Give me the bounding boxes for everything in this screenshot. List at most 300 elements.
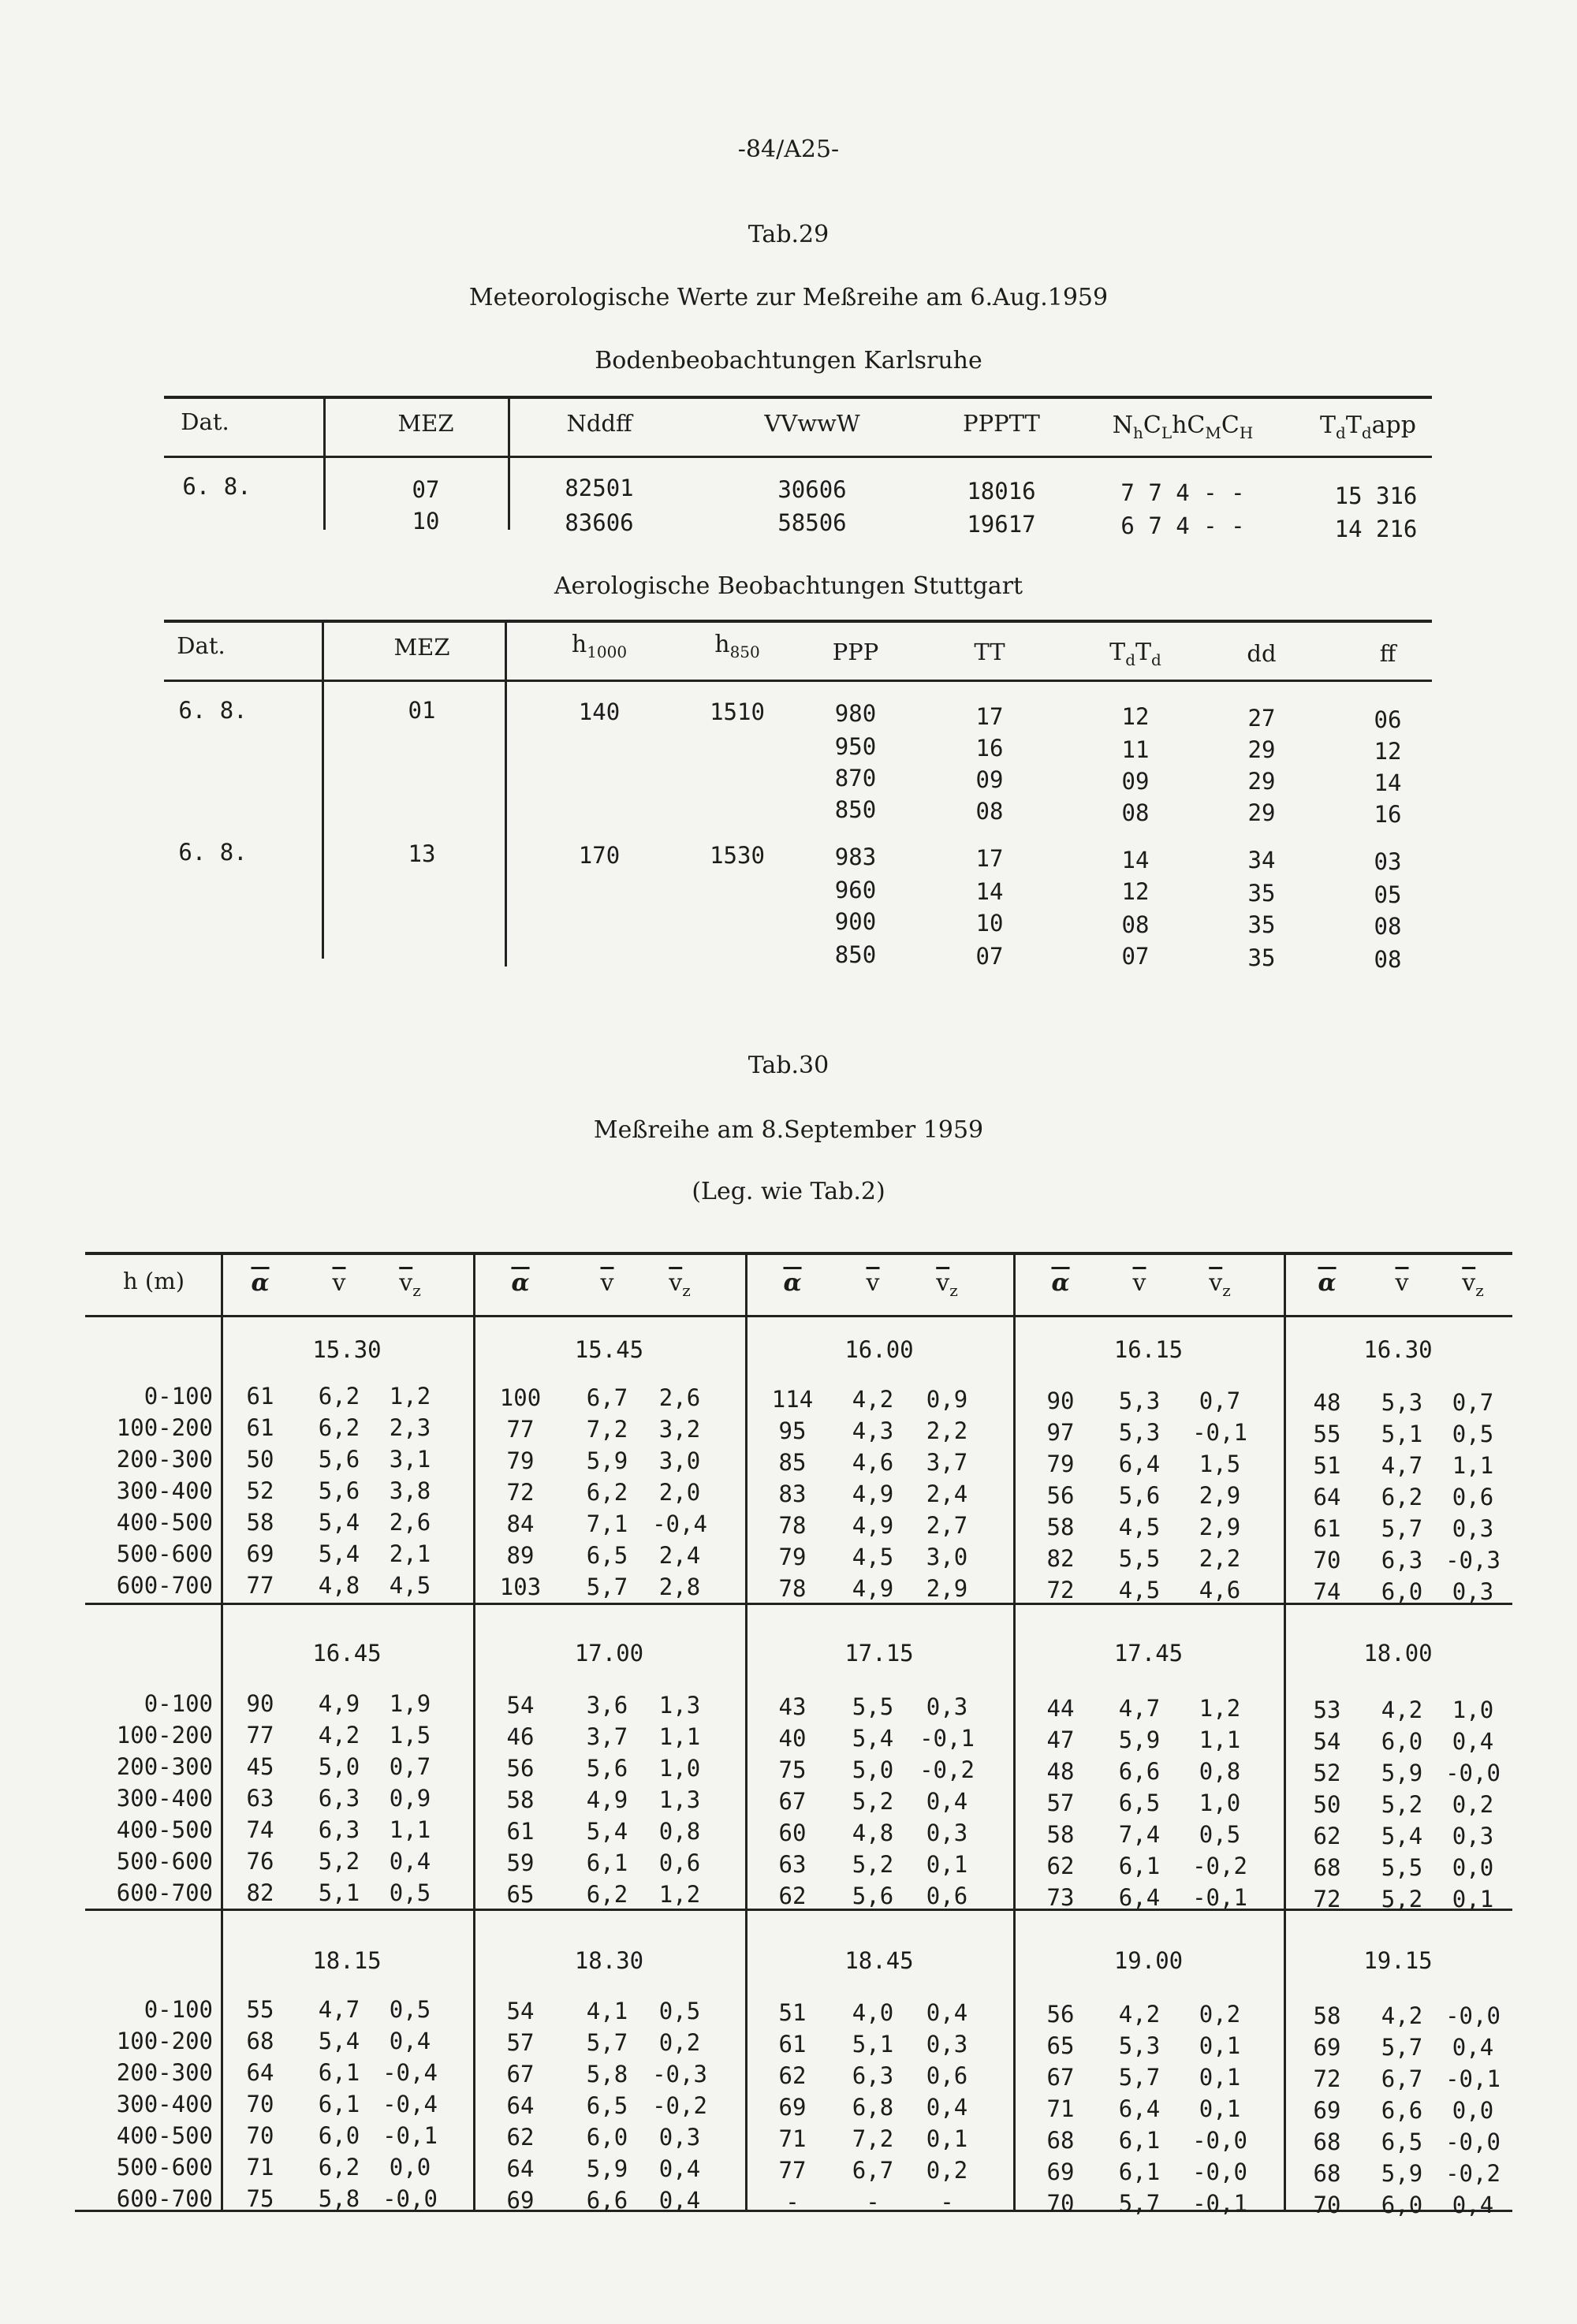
tab30-band2-col4-row6-v: 6,1 [1118, 1853, 1161, 1879]
tab30-band3-col2-row4-alpha: 64 [506, 2092, 535, 2119]
tab30-band3-col3-row3-v: 6,3 [852, 2062, 894, 2089]
tab30-band3-col4-row2-vz: 0,1 [1199, 2032, 1241, 2059]
tab30-band2-height-5: 400-500 [116, 1816, 213, 1843]
boden-r1-ppptt: 18016 [967, 478, 1036, 505]
tab30-band2-col5-row3-alpha: 52 [1313, 1760, 1341, 1786]
tab30-band3-col5-row5-v: 6,5 [1381, 2128, 1423, 2155]
aero-header-ff: ff [1379, 640, 1396, 667]
tab30-band2-time-1: 16.45 [312, 1640, 382, 1667]
tab30-band3-col1-row7-vz: -0,0 [382, 2185, 438, 2212]
tab30-band2-col2-row3-v: 5,6 [586, 1755, 628, 1782]
tab30-band2-col3-row6-vz: 0,1 [926, 1851, 968, 1878]
tab30-band3-time-5: 19.15 [1363, 1947, 1433, 1974]
tab30-band3-col4-row5-vz: -0,0 [1192, 2127, 1247, 2154]
tab30-band3-col5-row7-alpha: 70 [1313, 2192, 1341, 2218]
tab30-band1-time-3: 16.00 [844, 1336, 914, 1363]
tab30-band1-col4-row6-vz: 2,2 [1199, 1545, 1241, 1572]
tab30-band3-col3-row7-vz: - [940, 2188, 954, 2215]
tab30-band3-col4-row5-v: 6,1 [1118, 2127, 1161, 2154]
tab30-band3-col3-row4-alpha: 69 [778, 2094, 807, 2121]
tab30-divider-5 [1284, 1252, 1286, 2210]
tab30-band2-col3-row1-v: 5,5 [852, 1693, 894, 1720]
tab30-band2-col2-row2-alpha: 46 [506, 1723, 535, 1750]
tab30-band2-col1-row7-v: 5,1 [318, 1879, 360, 1906]
aero-b2-l1-tt: 17 [975, 845, 1004, 872]
aero-b2-l4-dd: 35 [1247, 944, 1276, 971]
tab30-band1-col4-row7-vz: 4,6 [1199, 1577, 1241, 1603]
tab30-band1-col1-row6-v: 5,4 [318, 1540, 360, 1567]
aero-b2-l1-ff: 03 [1374, 848, 1402, 875]
aero-header-mez: MEZ [393, 634, 450, 661]
tab30-band3-col3-row3-alpha: 62 [778, 2062, 807, 2089]
tab30-band1-col5-row1-alpha: 48 [1313, 1389, 1341, 1416]
tab30-band3-col3-row1-vz: 0,4 [926, 1999, 968, 2026]
tab30-band3-height-6: 500-600 [116, 2154, 213, 2181]
tab30-band1-col1-row2-vz: 2,3 [389, 1414, 431, 1441]
tab30-band1-col5-row3-vz: 1,1 [1452, 1452, 1494, 1479]
tab30-band2-col3-row2-v: 5,4 [852, 1725, 894, 1752]
aero-b1-l2-ff: 12 [1374, 738, 1402, 765]
tab30-band1-col3-row3-v: 4,6 [852, 1449, 894, 1476]
aero-subtitle: Aerologische Beobachtungen Stuttgart [554, 572, 1023, 600]
tab30-band3-time-3: 18.45 [844, 1947, 914, 1974]
aero-b1-h1000: 140 [578, 698, 621, 725]
tab30-band3-col5-row3-v: 6,7 [1381, 2065, 1423, 2092]
tab30-band1-col4-row2-alpha: 97 [1046, 1419, 1075, 1446]
boden-divider-2 [508, 396, 510, 530]
boden-r1-vvwww: 30606 [777, 476, 847, 503]
tab30-band3-col4-row6-v: 6,1 [1118, 2158, 1161, 2185]
tab30-band1-col4-row3-vz: 1,5 [1199, 1451, 1241, 1477]
tab30-band2-col2-row4-vz: 1,3 [658, 1786, 701, 1813]
tab30-band2-col2-row4-alpha: 58 [506, 1786, 535, 1813]
tab30-band2-col1-row1-v: 4,9 [318, 1690, 360, 1717]
tab30-band1-col2-row4-vz: 2,0 [658, 1479, 701, 1506]
tab30-band1-col3-row3-alpha: 85 [778, 1449, 807, 1476]
tab30-band1-col2-row4-v: 6,2 [586, 1479, 628, 1506]
tab30-band1-col1-row2-alpha: 61 [246, 1414, 274, 1441]
tab30-band1-col5-row7-alpha: 74 [1313, 1578, 1341, 1605]
tab30-band2-col5-row6-vz: 0,0 [1452, 1854, 1494, 1881]
aero-b1-l2-ppp: 950 [834, 733, 877, 760]
aero-top-rule [164, 620, 1432, 623]
tab30-band1-col2-row3-alpha: 79 [506, 1447, 535, 1474]
tab30-band2-col3-row6-alpha: 63 [778, 1851, 807, 1878]
tab30-band2-col5-row5-vz: 0,3 [1452, 1823, 1494, 1849]
tab30-band3-col4-row1-vz: 0,2 [1199, 2001, 1241, 2028]
tab30-band3-col5-row4-vz: 0,0 [1452, 2097, 1494, 2124]
aero-b1-l3-ppp: 870 [834, 765, 877, 791]
tab30-band3-col2-row3-alpha: 67 [506, 2061, 535, 2088]
tab30-band1-col4-row2-vz: -0,1 [1192, 1419, 1247, 1446]
tab30-band3-col3-row3-vz: 0,6 [926, 2062, 968, 2089]
tab30-band3-col4-row7-v: 5,7 [1118, 2190, 1161, 2217]
tab30-title: Meßreihe am 8.September 1959 [593, 1116, 984, 1144]
tab30-band1-time-4: 16.15 [1113, 1336, 1184, 1363]
tab30-band3-col2-row5-alpha: 62 [506, 2124, 535, 2151]
tab30-col2-alpha-header: $\overline{\alpha}$ [511, 1269, 530, 1297]
tab30-band3-col1-row3-v: 6,1 [318, 2059, 360, 2086]
tab30-band2-col4-row2-v: 5,9 [1118, 1726, 1161, 1753]
tab30-band1-height-2: 100-200 [116, 1414, 213, 1441]
tab30-band2-col5-row3-vz: -0,0 [1445, 1760, 1501, 1786]
tab30-band1-col2-row2-alpha: 77 [506, 1416, 535, 1443]
tab30-band3-col3-row2-vz: 0,3 [926, 2031, 968, 2058]
tab30-band2-col4-row1-alpha: 44 [1046, 1695, 1075, 1722]
tab30-band3-col5-row5-alpha: 68 [1313, 2128, 1341, 2155]
tab30-band2-col2-row5-vz: 0,8 [658, 1818, 701, 1845]
tab30-band3-col1-row2-vz: 0,4 [389, 2028, 431, 2054]
tab30-label: Tab.30 [747, 1052, 830, 1079]
aero-b2-mez: 13 [408, 840, 436, 867]
aero-b2-l4-tt: 07 [975, 943, 1004, 970]
tab30-band1-col5-row1-v: 5,3 [1381, 1389, 1423, 1416]
tab30-legend: (Leg. wie Tab.2) [692, 1178, 885, 1205]
tab30-band3-time-4: 19.00 [1113, 1947, 1184, 1974]
tab30-band2-col2-row1-vz: 1,3 [658, 1692, 701, 1719]
tab30-band3-col1-row4-alpha: 70 [246, 2091, 274, 2117]
tab30-band3-col1-row6-alpha: 71 [246, 2154, 274, 2181]
tab30-band2-col2-row1-alpha: 54 [506, 1692, 535, 1719]
boden-r1-mez: 07 [412, 476, 440, 503]
tab30-band2-col3-row1-vz: 0,3 [926, 1693, 968, 1720]
tab30-band3-col2-row4-vz: -0,2 [652, 2092, 707, 2119]
aero-b1-l2-tdtd: 11 [1121, 736, 1150, 763]
tab30-band3-col2-row1-alpha: 54 [506, 1998, 535, 2024]
tab30-band1-col3-row2-alpha: 95 [778, 1417, 807, 1444]
boden-r2-nddff: 83606 [565, 509, 634, 536]
aero-b2-h850: 1530 [710, 842, 765, 869]
tab30-band1-col5-row6-alpha: 70 [1313, 1547, 1341, 1574]
tab30-band3-col4-row7-alpha: 70 [1046, 2190, 1075, 2217]
tab30-band1-col1-row5-vz: 2,6 [389, 1509, 431, 1536]
tab30-band3-height-7: 600-700 [116, 2185, 213, 2212]
tab30-band2-col5-row1-vz: 1,0 [1452, 1696, 1494, 1723]
aero-b1-l1-tdtd: 12 [1121, 703, 1150, 730]
tab30-band3-col3-row5-vz: 0,1 [926, 2125, 968, 2152]
tab30-band1-col1-row2-v: 6,2 [318, 1414, 360, 1441]
tab30-band2-col5-row3-v: 5,9 [1381, 1760, 1423, 1786]
boden-header-mez: MEZ [397, 410, 454, 437]
tab30-band1-time-5: 16.30 [1363, 1336, 1433, 1363]
tab30-band3-col2-row2-vz: 0,2 [658, 2029, 701, 2056]
tab30-band2-col3-row7-alpha: 62 [778, 1883, 807, 1909]
tab30-band2-col4-row2-vz: 1,1 [1199, 1726, 1241, 1753]
aero-b1-mez: 01 [408, 697, 436, 724]
tab30-band2-col3-row7-v: 5,6 [852, 1883, 894, 1909]
aero-b1-dat: 6. 8. [178, 697, 248, 724]
tab30-band2-col1-row5-vz: 1,1 [389, 1816, 431, 1843]
tab30-band2-col1-row7-vz: 0,5 [389, 1879, 431, 1906]
tab30-band2-col5-row5-v: 5,4 [1381, 1823, 1423, 1849]
aero-b2-l2-tt: 14 [975, 878, 1004, 905]
aero-b2-l1-tdtd: 14 [1121, 847, 1150, 873]
tab30-band2-col4-row7-alpha: 73 [1046, 1884, 1075, 1911]
tab30-band1-col2-row7-alpha: 103 [499, 1574, 542, 1600]
tab30-band1-col1-row3-alpha: 50 [246, 1446, 274, 1473]
tab30-band3-col4-row5-alpha: 68 [1046, 2127, 1075, 2154]
aero-b1-l3-dd: 29 [1247, 768, 1276, 795]
aero-header-dd: dd [1247, 640, 1277, 667]
aero-b2-l2-ppp: 960 [834, 877, 877, 903]
tab30-band1-col3-row1-vz: 0,9 [926, 1386, 968, 1413]
tab30-band2-col3-row5-vz: 0,3 [926, 1819, 968, 1846]
tab30-col4-vz-header: $\overline{v}_z$ [1209, 1269, 1231, 1300]
tab30-band1-col2-row3-vz: 3,0 [658, 1447, 701, 1474]
boden-header-dat: Dat. [181, 408, 229, 435]
tab30-band2-col3-row7-vz: 0,6 [926, 1883, 968, 1909]
tab30-band2-col2-row6-vz: 0,6 [658, 1849, 701, 1876]
tab30-band3-col2-row5-vz: 0,3 [658, 2124, 701, 2151]
tab30-band2-col3-row2-alpha: 40 [778, 1725, 807, 1752]
tab30-band1-height-5: 400-500 [116, 1509, 213, 1536]
tab30-band2-col5-row7-v: 5,2 [1381, 1886, 1423, 1912]
tab30-col3-v-header: $\overline{v}$ [866, 1269, 880, 1297]
tab30-band1-col4-row3-alpha: 79 [1046, 1451, 1075, 1477]
tab30-band1-col4-row7-alpha: 72 [1046, 1577, 1075, 1603]
tab30-band2-col2-row5-alpha: 61 [506, 1818, 535, 1845]
tab30-band2-col4-row1-v: 4,7 [1118, 1695, 1161, 1722]
tab30-band1-height-7: 600-700 [116, 1572, 213, 1599]
tab30-band2-col2-row2-vz: 1,1 [658, 1723, 701, 1750]
tab30-band2-col5-row5-alpha: 62 [1313, 1823, 1341, 1849]
tab30-band2-col1-row3-vz: 0,7 [389, 1753, 431, 1780]
tab30-band1-col5-row6-v: 6,3 [1381, 1547, 1423, 1574]
aero-b1-l1-dd: 27 [1247, 705, 1276, 732]
tab30-band1-col4-row2-v: 5,3 [1118, 1419, 1161, 1446]
tab30-band3-col1-row1-alpha: 55 [246, 1996, 274, 2023]
tab30-band2-col3-row1-alpha: 43 [778, 1693, 807, 1720]
tab30-band2-height-1: 0-100 [144, 1690, 213, 1717]
tab30-band2-col5-row2-vz: 0,4 [1452, 1728, 1494, 1755]
aero-divider-2 [505, 620, 507, 966]
tab30-band1-col2-row5-alpha: 84 [506, 1510, 535, 1537]
tab30-band3-col4-row1-v: 4,2 [1118, 2001, 1161, 2028]
tab30-band2-col3-row5-alpha: 60 [778, 1819, 807, 1846]
aero-b1-l4-ppp: 850 [834, 796, 877, 823]
aero-b2-l1-ppp: 983 [834, 844, 877, 870]
tab30-band1-col3-row7-v: 4,9 [852, 1575, 894, 1602]
tab30-band2-col1-row7-alpha: 82 [246, 1879, 274, 1906]
aero-header-dat: Dat. [177, 632, 226, 659]
tab30-header-height: h (m) [122, 1268, 185, 1294]
tab30-band3-col2-row1-v: 4,1 [586, 1998, 628, 2024]
tab30-band3-col1-row2-v: 5,4 [318, 2028, 360, 2054]
tab30-band3-col2-row6-v: 5,9 [586, 2155, 628, 2182]
tab30-band2-col4-row5-vz: 0,5 [1199, 1821, 1241, 1848]
tab30-band2-col5-row4-alpha: 50 [1313, 1791, 1341, 1818]
tab30-band1-col2-row2-v: 7,2 [586, 1416, 628, 1443]
tab30-band3-col4-row7-vz: -0,1 [1192, 2190, 1247, 2217]
tab30-band2-col4-row6-alpha: 62 [1046, 1853, 1075, 1879]
tab30-band1-col3-row2-v: 4,3 [852, 1417, 894, 1444]
tab30-col2-v-header: $\overline{v}$ [600, 1269, 614, 1297]
tab30-band3-col2-row7-vz: 0,4 [658, 2187, 701, 2214]
tab30-band3-col5-row7-v: 6,0 [1381, 2192, 1423, 2218]
tab30-band1-height-6: 500-600 [116, 1540, 213, 1567]
aero-b2-l3-dd: 35 [1247, 911, 1276, 938]
tab30-band1-col3-row5-v: 4,9 [852, 1512, 894, 1539]
tab30-band3-col5-row1-alpha: 58 [1313, 2002, 1341, 2029]
tab30-band1-col3-row7-vz: 2,9 [926, 1575, 968, 1602]
tab30-band1-col1-row1-alpha: 61 [246, 1383, 274, 1410]
tab30-band3-col1-row1-v: 4,7 [318, 1996, 360, 2023]
aero-header-tt: TT [974, 639, 1005, 665]
tab30-band1-time-1: 15.30 [312, 1336, 382, 1363]
aero-b2-l3-ppp: 900 [834, 908, 877, 935]
tab30-band3-col2-row3-v: 5,8 [586, 2061, 628, 2088]
tab30-band1-col5-row2-v: 5,1 [1381, 1421, 1423, 1447]
tab30-band3-col3-row6-vz: 0,2 [926, 2157, 968, 2184]
tab30-band1-col1-row6-vz: 2,1 [389, 1540, 431, 1567]
aero-b2-l2-dd: 35 [1247, 880, 1276, 907]
boden-header-ppptt: PPPTT [963, 410, 1040, 437]
tab30-band3-col2-row6-alpha: 64 [506, 2155, 535, 2182]
tab30-band1-col5-row2-alpha: 55 [1313, 1421, 1341, 1447]
tab30-band2-col5-row6-alpha: 68 [1313, 1854, 1341, 1881]
tab30-band3-col4-row6-alpha: 69 [1046, 2158, 1075, 2185]
boden-r1-td: 15 316 [1334, 482, 1418, 509]
tab30-band2-height-7: 600-700 [116, 1879, 213, 1906]
boden-subtitle: Bodenbeobachtungen Karlsruhe [595, 347, 982, 374]
tab30-band2-col4-row7-v: 6,4 [1118, 1884, 1161, 1911]
page-number: -84/A25- [737, 136, 840, 163]
tab30-band1-col1-row1-v: 6,2 [318, 1383, 360, 1410]
tab30-band1-col3-row2-vz: 2,2 [926, 1417, 968, 1444]
tab30-band2-col2-row3-vz: 1,0 [658, 1755, 701, 1782]
tab30-band1-height-3: 200-300 [116, 1446, 213, 1473]
tab30-header-rule [85, 1315, 1512, 1317]
tab30-col3-vz-header: $\overline{v}_z$ [936, 1269, 958, 1300]
tab30-band3-col4-row3-alpha: 67 [1046, 2064, 1075, 2091]
tab30-band2-col2-row7-v: 6,2 [586, 1881, 628, 1908]
boden-header-rule [164, 456, 1432, 458]
tab30-band3-col4-row2-v: 5,3 [1118, 2032, 1161, 2059]
boden-header-vvwww: VVwwW [764, 410, 860, 437]
tab30-band2-col5-row7-vz: 0,1 [1452, 1886, 1494, 1912]
tab30-band3-time-2: 18.30 [574, 1947, 644, 1974]
boden-header-clouds: $N_hC_LhC_MC_H$ [1112, 412, 1254, 442]
tab30-band1-col4-row1-vz: 0,7 [1199, 1387, 1241, 1414]
aero-b1-h850: 1510 [710, 698, 765, 725]
tab30-band3-height-2: 100-200 [116, 2028, 213, 2054]
boden-r2-ppptt: 19617 [967, 511, 1036, 538]
tab30-band2-col4-row4-v: 6,5 [1118, 1790, 1161, 1816]
tab30-band1-col3-row5-vz: 2,7 [926, 1512, 968, 1539]
boden-header-td: $T_dT_dapp$ [1320, 412, 1416, 442]
tab30-band2-col1-row3-alpha: 45 [246, 1753, 274, 1780]
tab30-band1-col3-row5-alpha: 78 [778, 1512, 807, 1539]
tab30-band3-col3-row1-v: 4,0 [852, 1999, 894, 2026]
tab30-band3-col1-row3-alpha: 64 [246, 2059, 274, 2086]
tab30-band2-col3-row4-v: 5,2 [852, 1788, 894, 1815]
aero-b2-l3-tdtd: 08 [1121, 911, 1150, 938]
tab30-band3-col2-row2-v: 5,7 [586, 2029, 628, 2056]
tab30-band2-col4-row5-alpha: 58 [1046, 1821, 1075, 1848]
tab30-col1-v-header: $\overline{v}$ [332, 1269, 346, 1297]
tab30-band3-col4-row4-v: 6,4 [1118, 2095, 1161, 2122]
tab30-divider-4 [1013, 1252, 1016, 2210]
aero-divider-1 [322, 620, 324, 959]
tab30-band3-col2-row4-v: 6,5 [586, 2092, 628, 2119]
tab30-band2-col1-row1-vz: 1,9 [389, 1690, 431, 1717]
tab30-band2-col4-row2-alpha: 47 [1046, 1726, 1075, 1753]
tab30-band3-col3-row7-alpha: - [785, 2188, 800, 2215]
tab30-band2-time-2: 17.00 [574, 1640, 644, 1667]
aero-b2-l3-ff: 08 [1374, 913, 1402, 940]
tab30-band1-col2-row7-vz: 2,8 [658, 1574, 701, 1600]
aero-b2-l4-ff: 08 [1374, 946, 1402, 973]
tab30-band3-height-4: 300-400 [116, 2091, 213, 2117]
tab30-band3-col1-row5-vz: -0,1 [382, 2122, 438, 2149]
tab30-band3-col1-row2-alpha: 68 [246, 2028, 274, 2054]
tab30-band1-col2-row5-vz: -0,4 [652, 1510, 707, 1537]
tab30-band2-height-4: 300-400 [116, 1785, 213, 1812]
tab30-band1-col2-row4-alpha: 72 [506, 1479, 535, 1506]
aero-b1-l3-tt: 09 [975, 766, 1004, 793]
tab30-band3-col5-row1-vz: -0,0 [1445, 2002, 1501, 2029]
aero-b1-l2-tt: 16 [975, 735, 1004, 762]
boden-r2-clouds: 6 7 4 - - [1120, 512, 1245, 539]
tab30-band3-col5-row6-vz: -0,2 [1445, 2160, 1501, 2187]
tab30-band1-height-1: 0-100 [144, 1383, 213, 1410]
tab30-band1-col5-row6-vz: -0,3 [1445, 1547, 1501, 1574]
tab30-band1-col2-row6-v: 6,5 [586, 1542, 628, 1569]
tab30-band2-col2-row2-v: 3,7 [586, 1723, 628, 1750]
tab30-band3-col5-row1-v: 4,2 [1381, 2002, 1423, 2029]
tab30-band1-col5-row4-vz: 0,6 [1452, 1484, 1494, 1510]
tab30-band1-col4-row3-v: 6,4 [1118, 1451, 1161, 1477]
tab30-band2-col4-row4-alpha: 57 [1046, 1790, 1075, 1816]
tab30-band1-col2-row6-alpha: 89 [506, 1542, 535, 1569]
tab30-band3-col5-row2-vz: 0,4 [1452, 2034, 1494, 2061]
tab30-band2-height-3: 200-300 [116, 1753, 213, 1780]
tab30-band2-col1-row5-alpha: 74 [246, 1816, 274, 1843]
tab30-band3-col3-row1-alpha: 51 [778, 1999, 807, 2026]
tab30-band3-col5-row2-alpha: 69 [1313, 2034, 1341, 2061]
tab30-band2-col4-row3-vz: 0,8 [1199, 1758, 1241, 1785]
tab30-band2-col5-row2-alpha: 54 [1313, 1728, 1341, 1755]
tab30-band2-col4-row3-alpha: 48 [1046, 1758, 1075, 1785]
tab30-band1-col4-row7-v: 4,5 [1118, 1577, 1161, 1603]
aero-b2-l3-tt: 10 [975, 910, 1004, 937]
tab30-band1-col3-row6-alpha: 79 [778, 1544, 807, 1570]
tab30-band3-col3-row4-vz: 0,4 [926, 2094, 968, 2121]
tab30-band1-col3-row1-alpha: 114 [771, 1386, 814, 1413]
tab30-band1-col3-row7-alpha: 78 [778, 1575, 807, 1602]
tab30-band1-col4-row6-v: 5,5 [1118, 1545, 1161, 1572]
tab30-band1-col4-row5-alpha: 58 [1046, 1514, 1075, 1540]
tab30-band2-col5-row6-v: 5,5 [1381, 1854, 1423, 1881]
tab30-band2-col2-row6-alpha: 59 [506, 1849, 535, 1876]
tab30-band2-col2-row4-v: 4,9 [586, 1786, 628, 1813]
tab30-band1-col1-row4-v: 5,6 [318, 1477, 360, 1504]
tab30-band1-col1-row1-vz: 1,2 [389, 1383, 431, 1410]
tab30-band3-col5-row7-vz: 0,4 [1452, 2192, 1494, 2218]
tab30-col2-vz-header: $\overline{v}_z$ [669, 1269, 691, 1300]
tab30-band3-col1-row4-v: 6,1 [318, 2091, 360, 2117]
tab30-band2-col1-row3-v: 5,0 [318, 1753, 360, 1780]
tab30-band1-col5-row5-vz: 0,3 [1452, 1515, 1494, 1542]
tab30-band3-col3-row6-alpha: 77 [778, 2157, 807, 2184]
tab30-band2-col3-row3-vz: -0,2 [919, 1756, 975, 1783]
tab30-band2-col1-row2-alpha: 77 [246, 1722, 274, 1749]
tab30-band3-col4-row2-alpha: 65 [1046, 2032, 1075, 2059]
tab30-band3-col2-row1-vz: 0,5 [658, 1998, 701, 2024]
tab30-band1-col5-row4-alpha: 64 [1313, 1484, 1341, 1510]
tab30-band3-col1-row7-alpha: 75 [246, 2185, 274, 2212]
aero-b1-l3-tdtd: 09 [1121, 768, 1150, 795]
